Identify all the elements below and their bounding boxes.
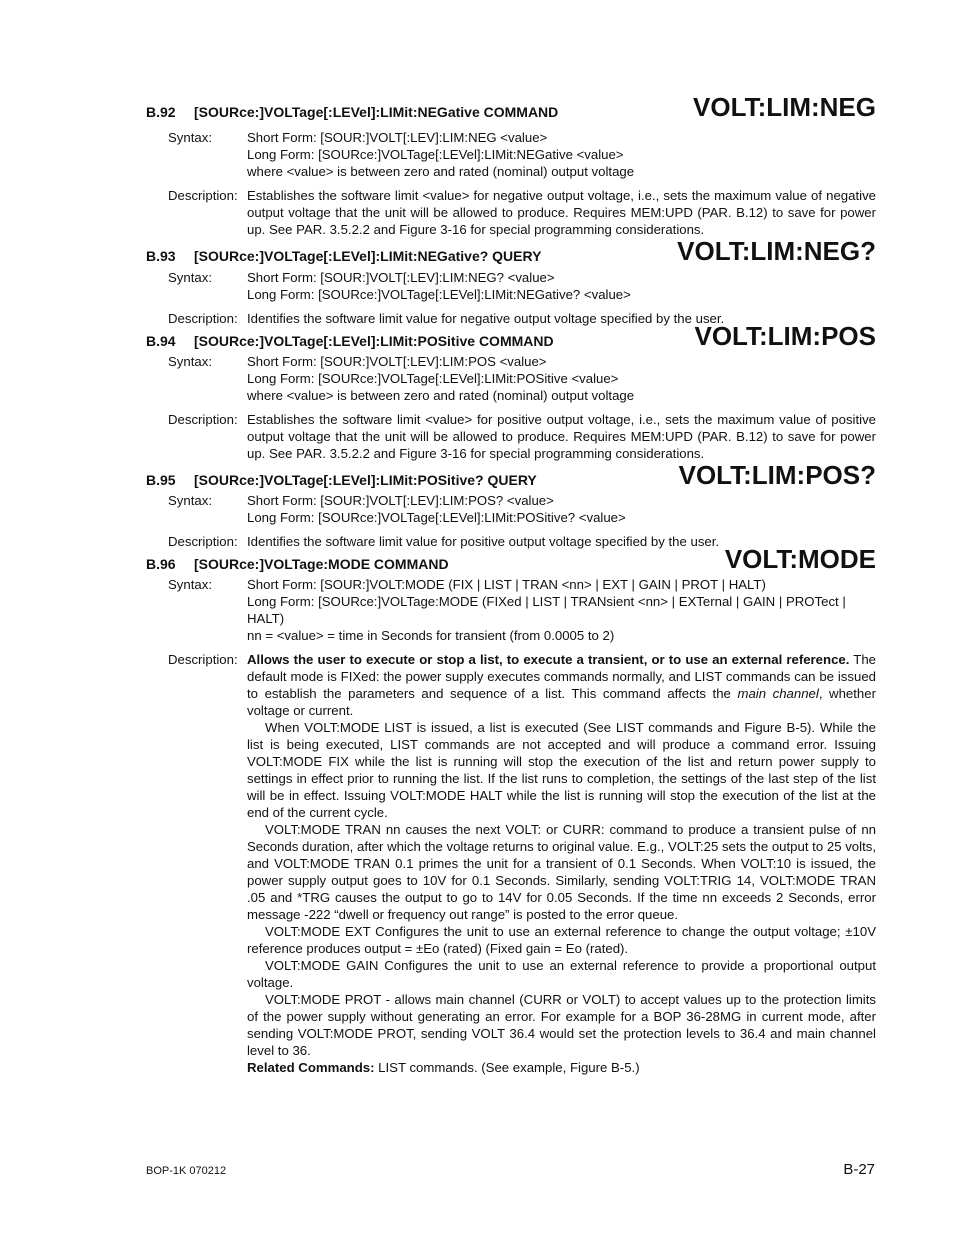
syntax-line: Long Form: [SOURce:]VOLTage:MODE (FIXed | LIST | TRANsient <nn> | EXTernal | GAIN | PROTect | HALT)	[247, 594, 846, 626]
syntax-label: Syntax:	[168, 130, 212, 145]
syntax-label: Syntax:	[168, 493, 212, 508]
section-title: [SOURce:]VOLTage:MODE COMMAND	[194, 556, 449, 572]
command-mnemonic: VOLT:MODE	[724, 544, 876, 574]
section-b94	[146, 321, 876, 462]
related-commands-text: LIST commands. (See example, Figure B-5.)	[374, 1060, 640, 1075]
command-mnemonic: VOLT:LIM:NEG?	[677, 236, 876, 266]
section-number: B.92	[146, 104, 176, 120]
section-b95	[146, 460, 876, 550]
syntax-line: Short Form: [SOUR:]VOLT[:LEV]:LIM:NEG? <value>	[247, 270, 555, 285]
section-title: [SOURce:]VOLTage[:LEVel]:LIMit:NEGative COMMAND	[194, 104, 559, 120]
description-block	[146, 651, 876, 1076]
related-commands-label: Related Commands:	[247, 1060, 375, 1075]
description-emphasis: main channel	[737, 686, 819, 701]
description-paragraph: VOLT:MODE TRAN nn causes the next VOLT: or CURR: command to produce a transient pulse of nn Seconds duration, after which the voltage returns to original value. E.g., VOLT:25 sets the output to 25 volts, and VOLT:MODE TRAN 0.1 primes the unit for a transient of 0.1 Seconds. When VOLT:10 is issued, the power supply output goes to 10V for 0.1 Seconds. Similarly, sending VOLT:TRIG 14, VOLT:MODE TRAN .05 and *TRG causes the output to go to 14V for 0.05 Seconds. If the time nn exceeds 2 Seconds, error message -222 “dwell or frequency out range” is posted to the error queue.	[247, 822, 876, 922]
description-text: The default mode is FIXed: the power supply executes commands normally, and LIST commands can be issued to establish the parameters and sequence of a list. This command affects the	[247, 652, 877, 701]
related-commands	[247, 1059, 876, 1076]
description-label: Description:	[168, 188, 238, 203]
syntax-line: where <value> is between zero and rated (nominal) output voltage	[247, 164, 635, 179]
description-text: Identifies the software limit value for positive output voltage specified by the user.	[247, 534, 720, 549]
description-text: Identifies the software limit value for negative output voltage specified by the user.	[247, 311, 725, 326]
description-block	[146, 187, 876, 238]
syntax-label: Syntax:	[168, 354, 212, 369]
footer-page-number: B-27	[843, 1161, 875, 1178]
description-label: Description:	[168, 311, 238, 326]
section-b93	[146, 236, 876, 327]
syntax-label: Syntax:	[168, 270, 212, 285]
syntax-block	[146, 129, 876, 180]
syntax-line: Short Form: [SOUR:]VOLT:MODE (FIX | LIST | TRAN <nn> | EXT | GAIN | PROT | HALT)	[247, 577, 766, 592]
section-number: B.93	[146, 248, 176, 264]
section-heading	[146, 460, 876, 490]
command-mnemonic: VOLT:LIM:NEG	[693, 92, 876, 122]
description-text: Establishes the software limit <value> for negative output voltage, i.e., sets the maximum value of negative output voltage that the unit will be allowed to produce. Requires MEM:UPD (PAR. B.12) to save for power up. See PAR. 3.5.2.2 and Figure 3-16 for special programming considerations.	[247, 188, 876, 237]
section-heading	[146, 544, 876, 574]
section-title: [SOURce:]VOLTage[:LEVel]:LIMit:NEGative? QUERY	[194, 248, 542, 264]
section-heading	[146, 92, 876, 122]
description-paragraph: VOLT:MODE GAIN Configures the unit to use an external reference to provide a proportional output voltage.	[247, 958, 876, 990]
description-bold-lead: Allows the user to execute or stop a list, to execute a transient, or to use an external reference.	[247, 652, 850, 667]
section-title: [SOURce:]VOLTage[:LEVel]:LIMit:POSitive? QUERY	[194, 472, 537, 488]
syntax-line: Long Form: [SOURce:]VOLTage[:LEVel]:LIMit:POSitive <value>	[247, 371, 619, 386]
section-title: [SOURce:]VOLTage[:LEVel]:LIMit:POSitive COMMAND	[194, 333, 554, 349]
description-label: Description:	[168, 652, 238, 667]
description-block	[146, 411, 876, 462]
syntax-block	[146, 353, 876, 404]
section-b96	[146, 544, 877, 1076]
section-heading	[146, 321, 876, 351]
syntax-label: Syntax:	[168, 577, 212, 592]
section-b92	[146, 92, 876, 238]
description-label: Description:	[168, 534, 238, 549]
syntax-line: Long Form: [SOURce:]VOLTage[:LEVel]:LIMit:NEGative? <value>	[247, 287, 631, 302]
command-mnemonic: VOLT:LIM:POS?	[678, 460, 876, 490]
description-paragraph: When VOLT:MODE LIST is issued, a list is executed (See LIST commands and Figure B-5). While the list is being executed, LIST commands are not accepted and will produce a command error. Issuing VOLT:MODE FIX while the list is running will stop the execution of the list and return power supply to settings in effect prior to running the list. If the list runs to completion, the settings of the last step of the list will be in effect. Issuing VOLT:MODE HALT while the list is running will stop the execution of the list at the end of the current cycle.	[247, 720, 876, 820]
syntax-line: Short Form: [SOUR:]VOLT[:LEV]:LIM:POS? <value>	[247, 493, 554, 508]
description-label: Description:	[168, 412, 238, 427]
syntax-line: nn = <value> = time in Seconds for transient (from 0.0005 to 2)	[247, 628, 615, 643]
syntax-line: Short Form: [SOUR:]VOLT[:LEV]:LIM:NEG <value>	[247, 130, 548, 145]
syntax-line: Long Form: [SOURce:]VOLTage[:LEVel]:LIMit:NEGative <value>	[247, 147, 624, 162]
section-number: B.95	[146, 472, 176, 488]
description-text: , whether voltage or current.	[247, 686, 876, 718]
syntax-line: where <value> is between zero and rated (nominal) output voltage	[247, 388, 635, 403]
section-number: B.94	[146, 333, 176, 349]
syntax-block	[146, 269, 876, 303]
description-text: Establishes the software limit <value> for positive output voltage, i.e., sets the maximum value of positive output voltage that the unit will be allowed to produce. Requires MEM:UPD (PAR. B.12) to save for power up. See PAR. 3.5.2.2 and Figure 3-16 for special programming considerations.	[247, 412, 876, 461]
section-number: B.96	[146, 556, 176, 572]
command-mnemonic: VOLT:LIM:POS	[694, 321, 876, 351]
description-paragraph: VOLT:MODE PROT - allows main channel (CURR or VOLT) to accept values up to the protection limits of the power supply without generating an error. For example for a BOP 36-28MG in current mode, after sending VOLT:MODE PROT, sending VOLT 36.4 would set the protection levels to 36.4 and main channel level to 36.	[247, 992, 876, 1058]
description-intro	[247, 651, 876, 719]
syntax-line: Long Form: [SOURce:]VOLTage[:LEVel]:LIMit:POSitive? <value>	[247, 510, 626, 525]
syntax-block	[146, 492, 876, 526]
section-heading	[146, 236, 876, 266]
syntax-block	[146, 576, 876, 644]
footer-document-id: BOP-1K 070212	[146, 1165, 227, 1177]
description-paragraph: VOLT:MODE EXT Configures the unit to use an external reference to change the output voltage; ±10V reference produces output = ±Eo (rated) (Fixed gain = Eo (rated).	[247, 924, 876, 956]
syntax-line: Short Form: [SOUR:]VOLT[:LEV]:LIM:POS <value>	[247, 354, 547, 369]
